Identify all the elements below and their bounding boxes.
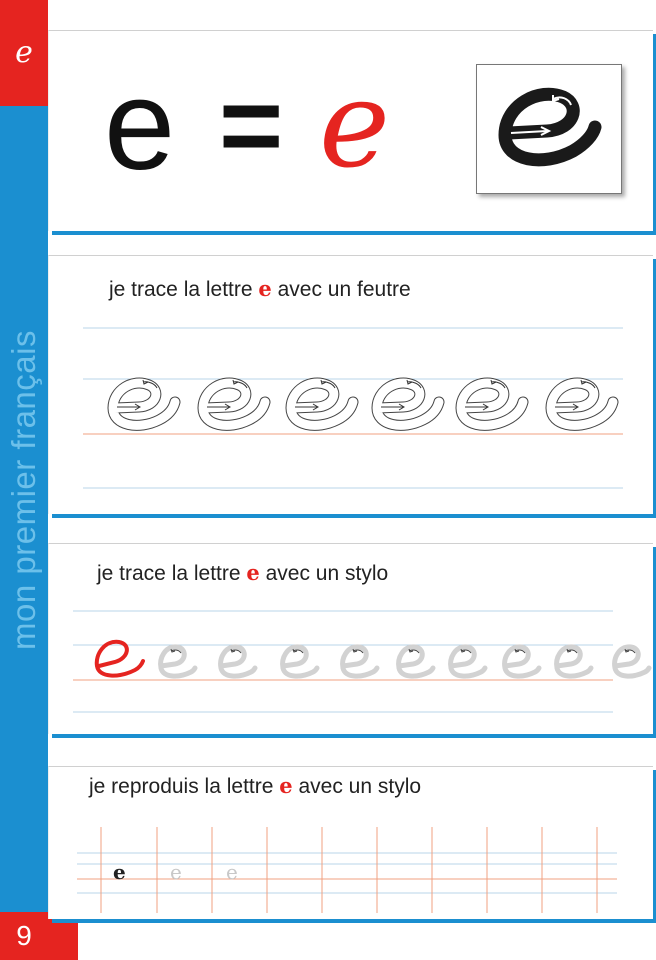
book-title: mon premier français <box>5 330 42 650</box>
letter-tab <box>0 0 48 106</box>
page-number: 9 <box>0 912 78 960</box>
header-panel <box>48 30 653 231</box>
tracing-lines <box>49 256 653 514</box>
exercise-title: je trace la lettre e avec un stylo <box>97 560 389 585</box>
exercise-title: je reproduis la lettre e avec un stylo <box>89 773 422 798</box>
felt-pen-exercise <box>48 255 653 514</box>
model-letter: e <box>113 860 126 884</box>
tracing-lines <box>49 544 653 734</box>
equals-sign: = <box>219 64 284 187</box>
exercise-title: je trace la lettre e avec un feutre <box>109 276 411 301</box>
stroke-order-icon <box>477 65 621 193</box>
print-letter: e <box>104 54 176 197</box>
script-letter: e <box>319 56 391 195</box>
reproduce-exercise <box>48 766 653 919</box>
dotted-letter: e <box>226 860 238 884</box>
stroke-guide-frame <box>476 64 622 194</box>
writing-grid <box>49 767 653 919</box>
pen-exercise <box>48 543 653 734</box>
dotted-letter: e <box>170 860 182 884</box>
tab-letter: e <box>15 35 33 70</box>
